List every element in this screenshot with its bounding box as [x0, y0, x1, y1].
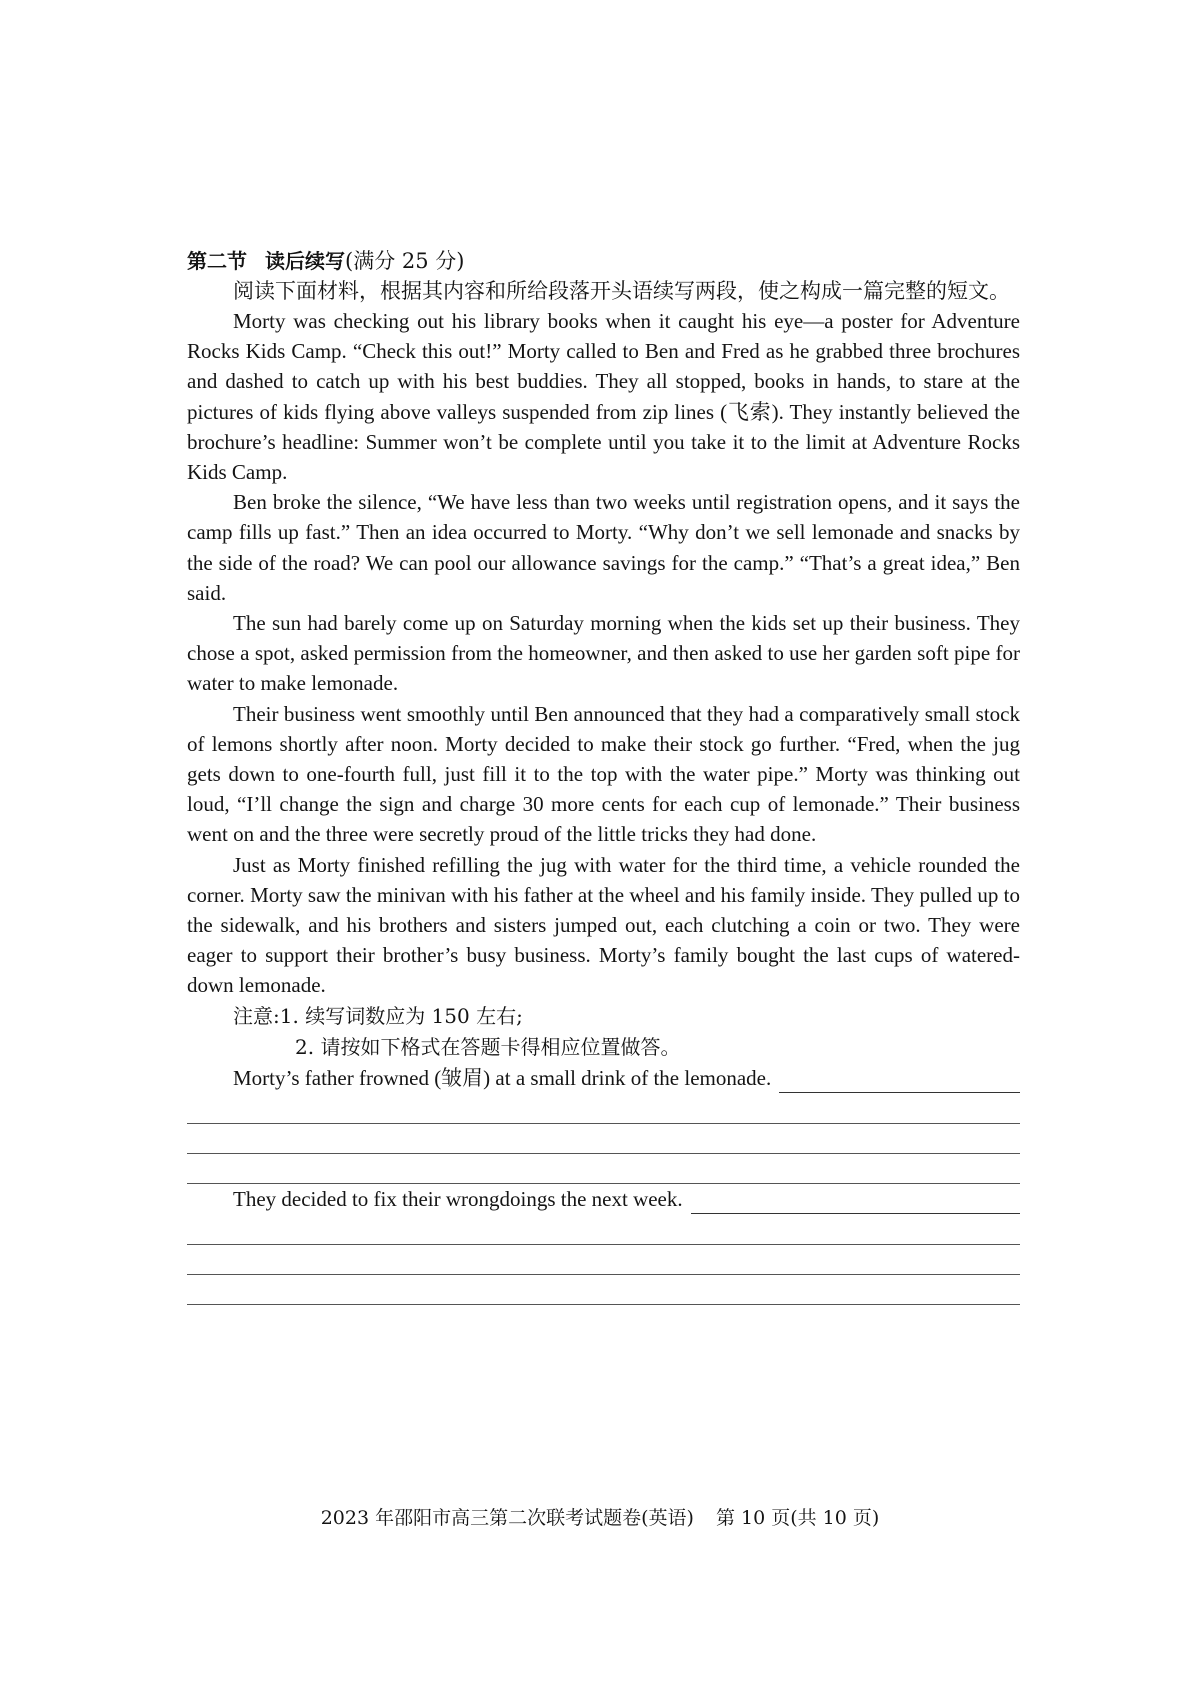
starter-text: Morty’s father frowned (皱眉) at a small drink of the lemonade.: [233, 1065, 772, 1090]
page-footer: [0, 1504, 1200, 1532]
answer-line[interactable]: [187, 1154, 1020, 1184]
exam-page: [187, 246, 1020, 1305]
starter-text: They decided to fix their wrongdoings the next week.: [233, 1186, 683, 1211]
note-item: 2. 请按如下格式在答题卡得相应位置做答。: [295, 1034, 681, 1059]
note-line-2: [187, 1032, 1020, 1063]
page-number: 第 10 页(共 10 页): [715, 1507, 880, 1529]
section-heading: [187, 246, 1020, 276]
exam-title: 2023 年邵阳市高三第二次联考试题卷(英语): [320, 1507, 694, 1529]
instruction-text: 阅读下面材料，根据其内容和所给段落开头语续写两段，使之构成一篇完整的短文。: [233, 279, 1010, 303]
section-name: 读后续写: [265, 249, 345, 273]
note-item: 1. 续写词数应为 150 左右;: [279, 1003, 523, 1028]
section-number: 第二节: [187, 249, 247, 273]
story-paragraph: Ben broke the silence, “We have less than two weeks until registration opens, and it says the camp fills up fast.” Then an idea occurred to Morty. “Why don’t we sell lemonade and snacks by the side of the road? We can pool our allowance savings for the camp.” “That’s a great idea,” Ben said.: [187, 490, 1020, 605]
answer-blank[interactable]: [779, 1070, 1020, 1093]
paragraph-starter-2: [187, 1184, 1020, 1214]
story-paragraph: The sun had barely come up on Saturday morning when the kids set up their business. They chose a spot, asked permission from the homeowner, and then asked to use her garden soft pipe for water to make lemonade.: [187, 611, 1020, 696]
note-line-1: [187, 1001, 1020, 1032]
answer-line[interactable]: [187, 1093, 1020, 1124]
story-paragraph: Just as Morty finished refilling the jug with water for the third time, a vehicle rounded the corner. Morty saw the minivan with his father at the wheel and his family inside. They pulled up to the sidewalk, and his brothers and sisters jumped out, each clutching a coin or two. They were eager to support their brother’s busy business. Morty’s family bought the last cups of watered-down lemonade.: [187, 852, 1020, 998]
answer-line[interactable]: [187, 1275, 1020, 1305]
answer-line[interactable]: [187, 1124, 1020, 1154]
notes-label: 注意:: [233, 1003, 280, 1028]
answer-blank[interactable]: [691, 1191, 1020, 1214]
answer-line[interactable]: [187, 1214, 1020, 1245]
story-paragraph: Morty was checking out his library books when it caught his eye—a poster for Adventure Rocks Kids Camp. “Check this out!” Morty called to Ben and Fred as he grabbed three brochures and dashed to catch up with his best buddies. They all stopped, books in hands, to stare at the pictures of kids flying above valleys suspended from zip lines (飞索). They instantly believed the brochure’s headline: Summer won’t be complete until you take it to the limit at Adventure Rocks Kids Camp.: [187, 309, 1020, 485]
section-points: (满分 25 分): [345, 249, 465, 273]
answer-line[interactable]: [187, 1245, 1020, 1275]
story-paragraph: Their business went smoothly until Ben announced that they had a comparatively small stock of lemons shortly after noon. Morty decided to make their stock go further. “Fred, when the jug gets down to one-fourth full, just fill it to the top with the water pipe.” Morty was thinking out loud, “I’ll change the sign and charge 30 more cents for each cup of lemonade.” Their business went on and the three were secretly proud of the little tricks they had done.: [187, 701, 1020, 847]
paragraph-starter-1: [187, 1063, 1020, 1093]
